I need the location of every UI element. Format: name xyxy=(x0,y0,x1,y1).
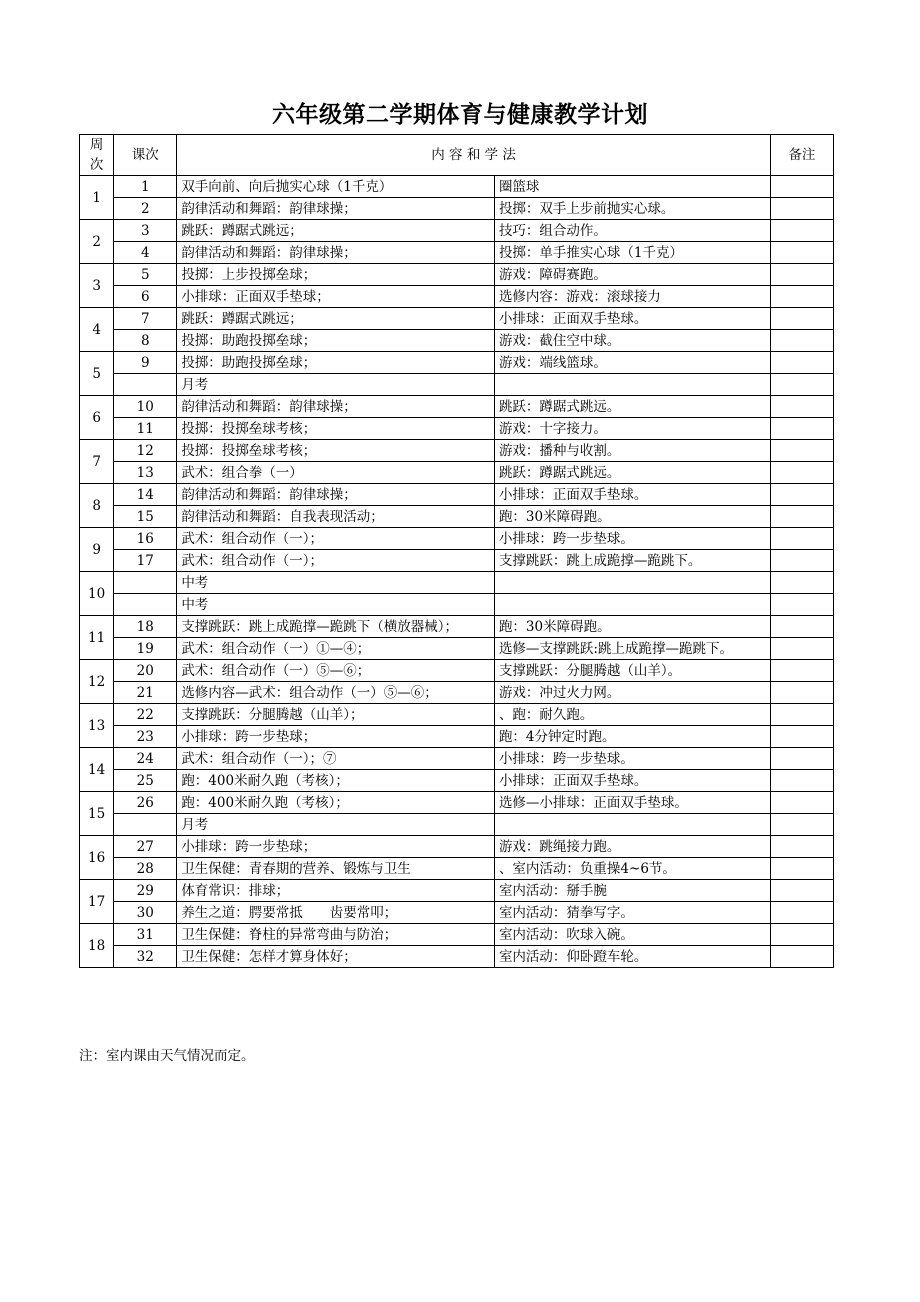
content-cell: 卫生保健：脊柱的异常弯曲与防治； xyxy=(177,924,495,946)
lesson-cell: 19 xyxy=(114,638,177,660)
content-cell: 中考 xyxy=(177,594,495,616)
method-cell: 游戏：十字接力。 xyxy=(494,418,770,440)
week-cell: 7 xyxy=(80,440,114,484)
table-row xyxy=(80,352,834,374)
content-cell: 韵律活动和舞蹈：韵律球操； xyxy=(177,396,495,418)
week-cell: 15 xyxy=(80,792,114,836)
lesson-cell: 25 xyxy=(114,770,177,792)
content-cell: 武术：组合动作（一）； xyxy=(177,550,495,572)
content-cell: 武术：组合动作（一）①—④； xyxy=(177,638,495,660)
method-cell xyxy=(494,814,770,836)
table-row xyxy=(80,396,834,418)
note-cell xyxy=(770,770,833,792)
teaching-plan-table xyxy=(79,134,834,968)
note-cell xyxy=(770,308,833,330)
note-cell xyxy=(770,594,833,616)
note-cell xyxy=(770,506,833,528)
method-cell xyxy=(494,594,770,616)
table-row xyxy=(80,858,834,880)
method-cell: 游戏：冲过火力网。 xyxy=(494,682,770,704)
table-row xyxy=(80,748,834,770)
table-row xyxy=(80,792,834,814)
note-cell xyxy=(770,220,833,242)
content-cell: 韵律活动和舞蹈：韵律球操； xyxy=(177,198,495,220)
note-cell xyxy=(770,440,833,462)
note-cell xyxy=(770,418,833,440)
content-cell: 武术：组合拳（一） xyxy=(177,462,495,484)
week-cell: 16 xyxy=(80,836,114,880)
content-cell: 武术：组合动作（一）⑤—⑥； xyxy=(177,660,495,682)
lesson-cell: 10 xyxy=(114,396,177,418)
note-cell xyxy=(770,638,833,660)
lesson-cell: 30 xyxy=(114,902,177,924)
content-cell: 支撑跳跃：分腿腾越（山羊）； xyxy=(177,704,495,726)
lesson-cell: 8 xyxy=(114,330,177,352)
lesson-cell: 22 xyxy=(114,704,177,726)
lesson-cell xyxy=(114,594,177,616)
lesson-cell: 27 xyxy=(114,836,177,858)
table-row xyxy=(80,814,834,836)
content-cell: 中考 xyxy=(177,572,495,594)
note-cell xyxy=(770,330,833,352)
week-cell: 6 xyxy=(80,396,114,440)
table-row xyxy=(80,572,834,594)
table-row xyxy=(80,946,834,968)
table-row xyxy=(80,594,834,616)
method-cell: 跳跃：蹲踞式跳远。 xyxy=(494,396,770,418)
method-cell: 投掷：双手上步前抛实心球。 xyxy=(494,198,770,220)
content-cell: 韵律活动和舞蹈：韵律球操； xyxy=(177,484,495,506)
note-cell xyxy=(770,792,833,814)
note-cell xyxy=(770,836,833,858)
content-cell: 小排球：正面双手垫球； xyxy=(177,286,495,308)
week-cell: 2 xyxy=(80,220,114,264)
method-cell: 室内活动：吹球入碗。 xyxy=(494,924,770,946)
method-cell: 游戏：截住空中球。 xyxy=(494,330,770,352)
table-row xyxy=(80,506,834,528)
content-cell: 卫生保健：怎样才算身体好； xyxy=(177,946,495,968)
method-cell: 游戏：端线篮球。 xyxy=(494,352,770,374)
header-lesson: 课次 xyxy=(114,135,177,176)
method-cell: 室内活动：猜拳写字。 xyxy=(494,902,770,924)
table-row xyxy=(80,550,834,572)
note-cell xyxy=(770,704,833,726)
lesson-cell: 6 xyxy=(114,286,177,308)
method-cell: 、室内活动：负重操4~6节。 xyxy=(494,858,770,880)
note-cell xyxy=(770,726,833,748)
method-cell: 选修内容：游戏：滚球接力 xyxy=(494,286,770,308)
table-row xyxy=(80,308,834,330)
content-cell: 选修内容—武术：组合动作（一）⑤—⑥； xyxy=(177,682,495,704)
note-cell xyxy=(770,858,833,880)
method-cell: 小排球：正面双手垫球。 xyxy=(494,308,770,330)
lesson-cell: 11 xyxy=(114,418,177,440)
method-cell: 选修—支撑跳跃:跳上成跪撑—跪跳下。 xyxy=(494,638,770,660)
method-cell: 室内活动：仰卧蹬车轮。 xyxy=(494,946,770,968)
note-cell xyxy=(770,396,833,418)
content-cell: 投掷：投掷垒球考核； xyxy=(177,440,495,462)
note-cell xyxy=(770,682,833,704)
content-cell: 双手向前、向后抛实心球（1千克） xyxy=(177,176,495,198)
footnote: 注：室内课由天气情况而定。 xyxy=(79,1048,255,1064)
method-cell: 技巧：组合动作。 xyxy=(494,220,770,242)
table-row xyxy=(80,176,834,198)
method-cell: 圈篮球 xyxy=(494,176,770,198)
note-cell xyxy=(770,484,833,506)
table-row xyxy=(80,374,834,396)
lesson-cell: 17 xyxy=(114,550,177,572)
note-cell xyxy=(770,660,833,682)
lesson-cell: 31 xyxy=(114,924,177,946)
content-cell: 养生之道：腭要常抵 齿要常叩； xyxy=(177,902,495,924)
table-row xyxy=(80,528,834,550)
table-row xyxy=(80,880,834,902)
note-cell xyxy=(770,528,833,550)
method-cell: 小排球：正面双手垫球。 xyxy=(494,770,770,792)
table-row xyxy=(80,418,834,440)
method-cell: 小排球：正面双手垫球。 xyxy=(494,484,770,506)
lesson-cell: 12 xyxy=(114,440,177,462)
method-cell: 投掷：单手推实心球（1千克） xyxy=(494,242,770,264)
content-cell: 武术：组合动作（一）；⑦ xyxy=(177,748,495,770)
lesson-cell xyxy=(114,814,177,836)
method-cell: 小排球：跨一步垫球。 xyxy=(494,748,770,770)
note-cell xyxy=(770,902,833,924)
lesson-cell: 9 xyxy=(114,352,177,374)
note-cell xyxy=(770,286,833,308)
method-cell xyxy=(494,374,770,396)
content-cell: 投掷：上步投掷垒球； xyxy=(177,264,495,286)
lesson-cell: 14 xyxy=(114,484,177,506)
week-cell: 13 xyxy=(80,704,114,748)
table-row xyxy=(80,242,834,264)
note-cell xyxy=(770,880,833,902)
week-cell: 5 xyxy=(80,352,114,396)
table-row xyxy=(80,682,834,704)
content-cell: 体育常识：排球； xyxy=(177,880,495,902)
method-cell: 、跑：耐久跑。 xyxy=(494,704,770,726)
table-row xyxy=(80,484,834,506)
note-cell xyxy=(770,550,833,572)
content-cell: 投掷：助跑投掷垒球； xyxy=(177,330,495,352)
content-cell: 投掷：助跑投掷垒球； xyxy=(177,352,495,374)
week-cell: 3 xyxy=(80,264,114,308)
lesson-cell xyxy=(114,374,177,396)
content-cell: 投掷：投掷垒球考核； xyxy=(177,418,495,440)
content-cell: 跑：400米耐久跑（考核）； xyxy=(177,792,495,814)
week-cell: 18 xyxy=(80,924,114,968)
table-row xyxy=(80,616,834,638)
table-row xyxy=(80,638,834,660)
note-cell xyxy=(770,924,833,946)
method-cell: 游戏：播种与收割。 xyxy=(494,440,770,462)
week-cell: 8 xyxy=(80,484,114,528)
content-cell: 跑：400米耐久跑（考核）； xyxy=(177,770,495,792)
lesson-cell: 2 xyxy=(114,198,177,220)
lesson-cell: 15 xyxy=(114,506,177,528)
method-cell xyxy=(494,572,770,594)
lesson-cell: 7 xyxy=(114,308,177,330)
header-week: 周次 xyxy=(80,135,114,176)
header-content: 内 容 和 学 法 xyxy=(177,135,771,176)
content-cell: 小排球：跨一步垫球； xyxy=(177,726,495,748)
method-cell: 室内活动：掰手腕 xyxy=(494,880,770,902)
week-cell: 9 xyxy=(80,528,114,572)
table-row xyxy=(80,704,834,726)
content-cell: 武术：组合动作（一）； xyxy=(177,528,495,550)
table-row xyxy=(80,462,834,484)
content-cell: 支撑跳跃：跳上成跪撑—跪跳下（横放器械）； xyxy=(177,616,495,638)
table-row xyxy=(80,220,834,242)
lesson-cell: 13 xyxy=(114,462,177,484)
lesson-cell: 4 xyxy=(114,242,177,264)
page-title: 六年级第二学期体育与健康教学计划 xyxy=(272,102,648,128)
table-row xyxy=(80,330,834,352)
note-cell xyxy=(770,748,833,770)
note-cell xyxy=(770,352,833,374)
note-cell xyxy=(770,462,833,484)
lesson-cell: 21 xyxy=(114,682,177,704)
table-row xyxy=(80,726,834,748)
lesson-cell: 16 xyxy=(114,528,177,550)
method-cell: 小排球：跨一步垫球。 xyxy=(494,528,770,550)
method-cell: 跑：30米障碍跑。 xyxy=(494,506,770,528)
note-cell xyxy=(770,198,833,220)
table-header-row xyxy=(80,135,834,176)
content-cell: 韵律活动和舞蹈：韵律球操； xyxy=(177,242,495,264)
lesson-cell: 1 xyxy=(114,176,177,198)
method-cell: 跳跃：蹲踞式跳远。 xyxy=(494,462,770,484)
table-row xyxy=(80,198,834,220)
lesson-cell: 24 xyxy=(114,748,177,770)
content-cell: 跳跃：蹲踞式跳远； xyxy=(177,308,495,330)
note-cell xyxy=(770,616,833,638)
method-cell: 支撑跳跃：分腿腾越（山羊）。 xyxy=(494,660,770,682)
content-cell: 月考 xyxy=(177,814,495,836)
method-cell: 跑：4分钟定时跑。 xyxy=(494,726,770,748)
lesson-cell: 3 xyxy=(114,220,177,242)
week-cell: 14 xyxy=(80,748,114,792)
lesson-cell xyxy=(114,572,177,594)
note-cell xyxy=(770,946,833,968)
lesson-cell: 18 xyxy=(114,616,177,638)
week-cell: 4 xyxy=(80,308,114,352)
method-cell: 跑：30米障碍跑。 xyxy=(494,616,770,638)
table-row xyxy=(80,770,834,792)
note-cell xyxy=(770,572,833,594)
method-cell: 选修—小排球：正面双手垫球。 xyxy=(494,792,770,814)
week-cell: 12 xyxy=(80,660,114,704)
lesson-cell: 28 xyxy=(114,858,177,880)
week-cell: 17 xyxy=(80,880,114,924)
week-cell: 11 xyxy=(80,616,114,660)
table-row xyxy=(80,440,834,462)
content-cell: 小排球：跨一步垫球； xyxy=(177,836,495,858)
method-cell: 支撑跳跃：跳上成跪撑—跪跳下。 xyxy=(494,550,770,572)
content-cell: 月考 xyxy=(177,374,495,396)
note-cell xyxy=(770,176,833,198)
method-cell: 游戏：障碍赛跑。 xyxy=(494,264,770,286)
table-row xyxy=(80,264,834,286)
lesson-cell: 26 xyxy=(114,792,177,814)
content-cell: 跳跃：蹲踞式跳远； xyxy=(177,220,495,242)
table-row xyxy=(80,902,834,924)
content-cell: 韵律活动和舞蹈：自我表现活动； xyxy=(177,506,495,528)
note-cell xyxy=(770,242,833,264)
header-note: 备注 xyxy=(770,135,833,176)
lesson-cell: 32 xyxy=(114,946,177,968)
table-row xyxy=(80,286,834,308)
lesson-cell: 20 xyxy=(114,660,177,682)
note-cell xyxy=(770,264,833,286)
week-cell: 10 xyxy=(80,572,114,616)
note-cell xyxy=(770,814,833,836)
note-cell xyxy=(770,374,833,396)
content-cell: 卫生保健：青春期的营养、锻炼与卫生 xyxy=(177,858,495,880)
method-cell: 游戏：跳绳接力跑。 xyxy=(494,836,770,858)
table-row xyxy=(80,836,834,858)
lesson-cell: 29 xyxy=(114,880,177,902)
lesson-cell: 23 xyxy=(114,726,177,748)
week-cell: 1 xyxy=(80,176,114,220)
table-row xyxy=(80,924,834,946)
lesson-cell: 5 xyxy=(114,264,177,286)
table-row xyxy=(80,660,834,682)
